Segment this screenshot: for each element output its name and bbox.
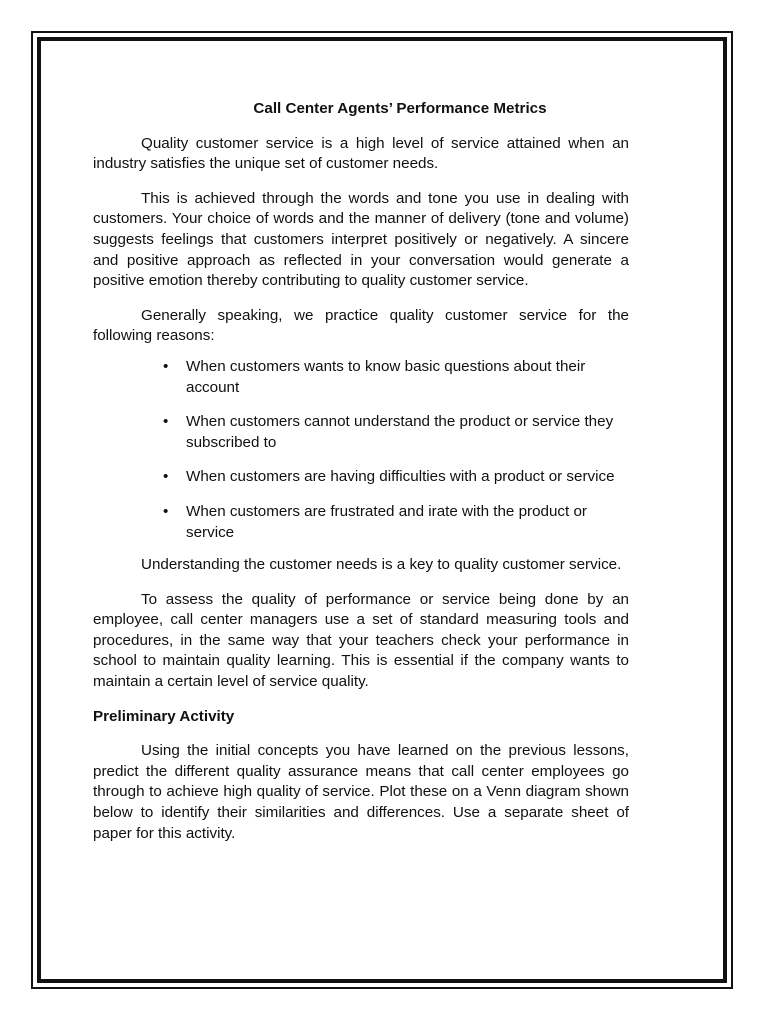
document-title: Call Center Agents’ Performance Metrics xyxy=(253,100,547,117)
paragraph-understanding-needs: Understanding the customer needs is a key to quality customer service. xyxy=(141,556,622,574)
paragraph-assess-quality: To assess the quality of performance or service being done by an employee, call center managers use a set of standard measuring tools and procedures, in the same way that your teachers check your performance in school to maintain quality learning. This is essential if the company wants to maintain a certain level of service quality. xyxy=(93,590,629,691)
bullet-icon: • xyxy=(163,468,169,486)
bullet-icon: • xyxy=(163,413,169,431)
document-body xyxy=(93,99,629,858)
list-item-text: When customers are having difficulties with a product or service xyxy=(186,468,615,486)
paragraph-activity-instructions: Using the initial concepts you have learned on the previous lessons, predict the different quality assurance means that call center employees go through to achieve high quality of service. Plot these on a Venn diagram shown below to identify their similarities and differences. Use a separate sheet of paper for this activity. xyxy=(93,742,629,842)
paragraph-words-and-tone: This is achieved through the words and tone you use in dealing with customers. Your choice of words and the manner of delivery (tone and volume) suggests feelings that customers interpret positively or negatively. A sincere and positive approach as reflected in your conversation would generate a positive emotion thereby contributing to quality customer service. xyxy=(93,189,629,290)
reasons-list xyxy=(93,357,629,543)
paragraph-reasons-intro: Generally speaking, we practice quality customer service for the following reasons: xyxy=(93,306,629,345)
bullet-icon: • xyxy=(163,357,169,375)
list-item xyxy=(163,357,631,398)
list-item-text: When customers wants to know basic questions about their account xyxy=(186,357,586,396)
list-item xyxy=(163,467,631,488)
list-item-text: When customers are frustrated and irate with the product or service xyxy=(186,502,587,541)
list-item xyxy=(163,502,631,543)
section-heading-preliminary-activity: Preliminary Activity xyxy=(93,707,235,725)
list-item xyxy=(163,412,631,453)
list-item-text: When customers cannot understand the product or service they subscribed to xyxy=(186,413,614,451)
paragraph-quality-definition: Quality customer service is a high level of service attained when an industry satisfies the unique set of customer needs. xyxy=(93,134,629,173)
bullet-icon: • xyxy=(163,502,169,520)
